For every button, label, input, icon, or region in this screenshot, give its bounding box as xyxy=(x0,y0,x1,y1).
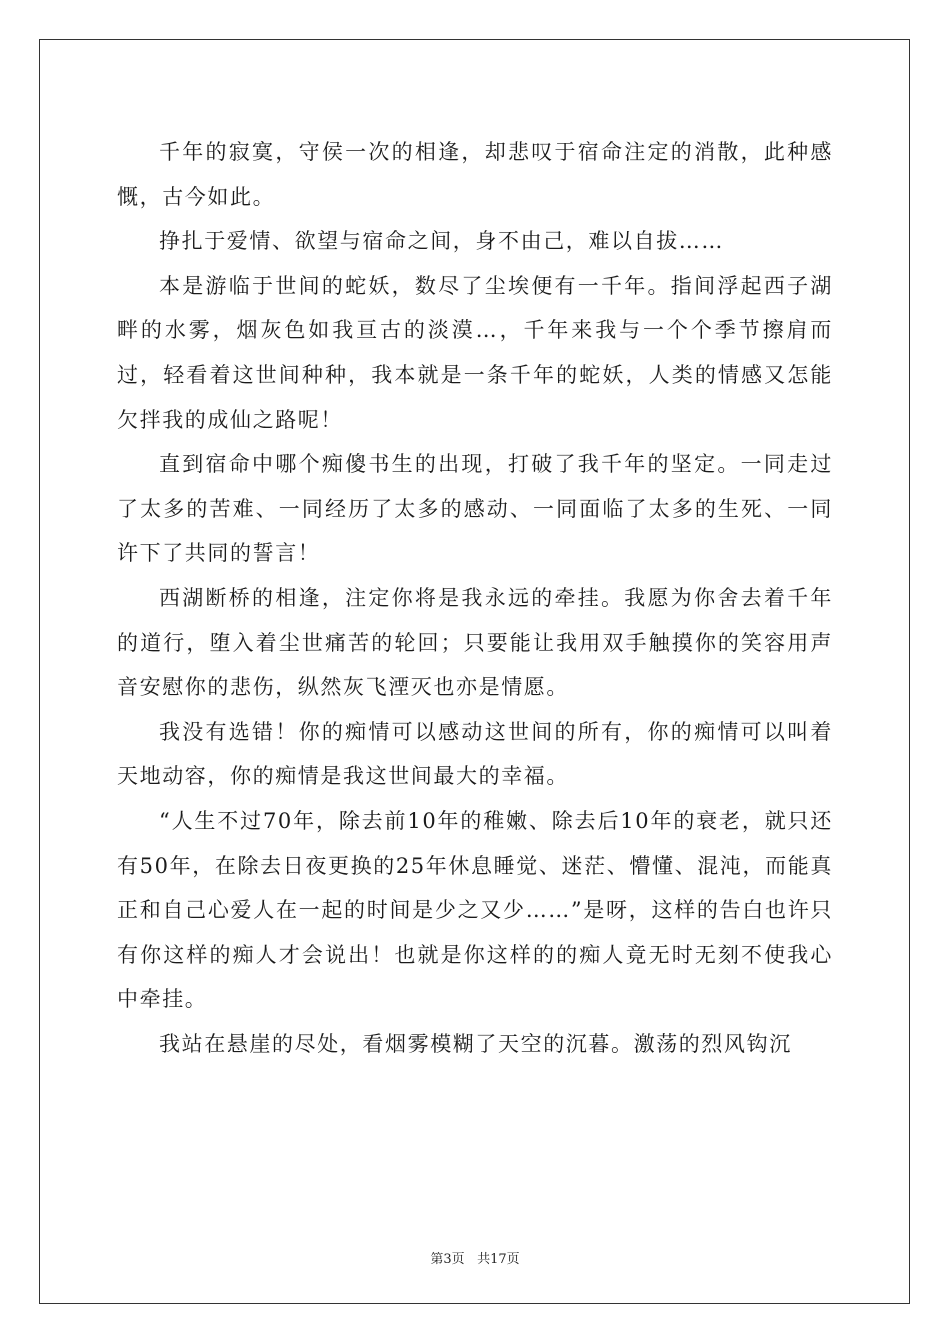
paragraph: 我没有选错！你的痴情可以感动这世间的所有，你的痴情可以叫着天地动容，你的痴情是我这世间最大的幸福。 xyxy=(117,719,833,789)
document-body xyxy=(117,130,833,1066)
page-number: 第3页 xyxy=(430,1252,465,1267)
total-pages: 共17页 xyxy=(477,1252,520,1267)
paragraph: 我站在悬崖的尽处，看烟雾模糊了天空的沉暮。激荡的烈风钩沉 xyxy=(159,1031,792,1056)
paragraph: 本是游临于世间的蛇妖，数尽了尘埃便有一千年。指间浮起西子湖畔的水雾，烟灰色如我亘古的淡漠…，千年来我与一个个季节擦肩而过，轻看着这世间种种，我本就是一条千年的蛇妖，人类的情感又怎能欠拌我的成仙之路呢！ xyxy=(117,273,833,432)
paragraph: “人生不过70年，除去前10年的稚嫩、除去后10年的衰老，就只还有50年，在除去日夜更换的25年休息睡觉、迷茫、懵懂、混沌，而能真正和自己心爱人在一起的时间是少之又少……”是呀，这样的告白也许只有你这样的痴人才会说出！也就是你这样的的痴人竟无时无刻不使我心中牵挂。 xyxy=(117,808,833,1012)
paragraph: 挣扎于爱情、欲望与宿命之间，身不由己，难以自拔…… xyxy=(159,229,724,254)
paragraph: 西湖断桥的相逢，注定你将是我永远的牵挂。我愿为你舍去着千年的道行，堕入着尘世痛苦的轮回；只要能让我用双手触摸你的笑容用声音安慰你的悲伤，纵然灰飞湮灭也亦是情愿。 xyxy=(117,585,833,700)
paragraph: 直到宿命中哪个痴傻书生的出现，打破了我千年的坚定。一同走过了太多的苦难、一同经历了太多的感动、一同面临了太多的生死、一同许下了共同的誓言！ xyxy=(117,452,833,566)
page-footer xyxy=(0,1248,950,1267)
paragraph: 千年的寂寞，守侯一次的相逢，却悲叹于宿命注定的消散，此种感慨，古今如此。 xyxy=(117,140,833,209)
